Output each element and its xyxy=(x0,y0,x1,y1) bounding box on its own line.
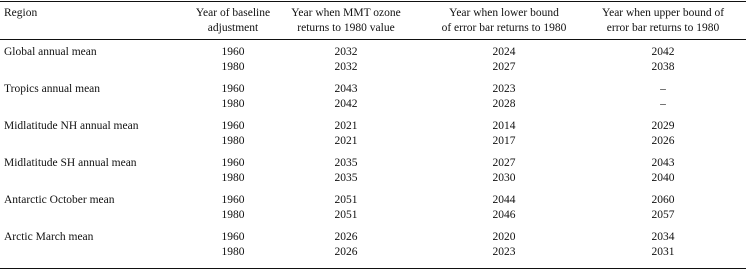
mmt-year-cell: 2026 xyxy=(334,231,358,243)
header-lower-line1: Year when lower bound xyxy=(449,7,559,19)
mmt-year-cell: 2021 xyxy=(334,120,358,132)
lower-bound-year-cell: 2027 xyxy=(492,61,516,73)
upper-bound-year-cell: 2026 xyxy=(651,135,675,147)
baseline-year-cell: 1980 xyxy=(221,246,245,258)
baseline-year-cell: 1960 xyxy=(221,194,245,206)
mmt-year-cell: 2043 xyxy=(334,83,358,95)
upper-bound-year-cell: 2040 xyxy=(651,172,675,184)
bottom-rule xyxy=(0,268,746,269)
baseline-year-cell: 1960 xyxy=(221,231,245,243)
lower-bound-year-cell: 2023 xyxy=(492,246,516,258)
region-label: Antarctic October mean xyxy=(4,194,115,206)
lower-bound-year-cell: 2023 xyxy=(492,83,516,95)
header-mmt-line1: Year when MMT ozone xyxy=(291,7,401,19)
header-baseline-line2: adjustment xyxy=(207,22,259,34)
baseline-year-cell: 1960 xyxy=(221,83,245,95)
lower-bound-year-cell: 2046 xyxy=(492,209,516,221)
mmt-year-cell: 2035 xyxy=(334,172,358,184)
header-mmt-line2: returns to 1980 value xyxy=(297,22,395,34)
upper-bound-year-cell: 2043 xyxy=(651,157,675,169)
baseline-year-cell: 1960 xyxy=(221,157,245,169)
header-region: Region xyxy=(4,7,38,19)
region-label: Midlatitude NH annual mean xyxy=(4,120,139,132)
upper-bound-year-cell: 2060 xyxy=(651,194,675,206)
lower-bound-year-cell: 2020 xyxy=(492,231,516,243)
mmt-year-cell: 2042 xyxy=(334,98,358,110)
upper-bound-year-cell: 2031 xyxy=(651,246,675,258)
top-rule xyxy=(0,1,746,2)
mmt-year-cell: 2032 xyxy=(334,61,358,73)
mmt-year-cell: 2032 xyxy=(334,46,358,58)
region-label: Midlatitude SH annual mean xyxy=(4,157,137,169)
mmt-year-cell: 2035 xyxy=(334,157,358,169)
upper-bound-year-cell: 2042 xyxy=(651,46,675,58)
lower-bound-year-cell: 2044 xyxy=(492,194,516,206)
region-label: Global annual mean xyxy=(4,46,97,58)
mmt-year-cell: 2026 xyxy=(334,246,358,258)
lower-bound-year-cell: 2017 xyxy=(492,135,516,147)
region-label: Arctic March mean xyxy=(4,231,94,243)
lower-bound-year-cell: 2028 xyxy=(492,98,516,110)
lower-bound-year-cell: 2024 xyxy=(492,46,516,58)
header-baseline-line1: Year of baseline xyxy=(195,7,271,19)
baseline-year-cell: 1980 xyxy=(221,209,245,221)
region-label: Tropics annual mean xyxy=(4,83,101,95)
upper-bound-year-cell: 2034 xyxy=(651,231,675,243)
header-upper-line1: Year when upper bound of xyxy=(601,7,725,19)
baseline-year-cell: 1960 xyxy=(221,120,245,132)
header-upper-line2: error bar returns to 1980 xyxy=(606,22,720,34)
lower-bound-year-cell: 2027 xyxy=(492,157,516,169)
lower-bound-year-cell: 2014 xyxy=(492,120,516,132)
mmt-year-cell: 2051 xyxy=(334,194,358,206)
baseline-year-cell: 1980 xyxy=(221,135,245,147)
upper-bound-year-cell: 2057 xyxy=(651,209,675,221)
header-lower-line2: of error bar returns to 1980 xyxy=(441,22,567,34)
upper-bound-year-cell: – xyxy=(660,83,666,95)
baseline-year-cell: 1960 xyxy=(221,46,245,58)
baseline-year-cell: 1980 xyxy=(221,61,245,73)
mmt-year-cell: 2051 xyxy=(334,209,358,221)
upper-bound-year-cell: 2029 xyxy=(651,120,675,132)
baseline-year-cell: 1980 xyxy=(221,172,245,184)
baseline-year-cell: 1980 xyxy=(221,98,245,110)
upper-bound-year-cell: 2038 xyxy=(651,61,675,73)
lower-bound-year-cell: 2030 xyxy=(492,172,516,184)
mmt-year-cell: 2021 xyxy=(334,135,358,147)
header-rule xyxy=(0,39,746,40)
upper-bound-year-cell: – xyxy=(660,98,666,110)
